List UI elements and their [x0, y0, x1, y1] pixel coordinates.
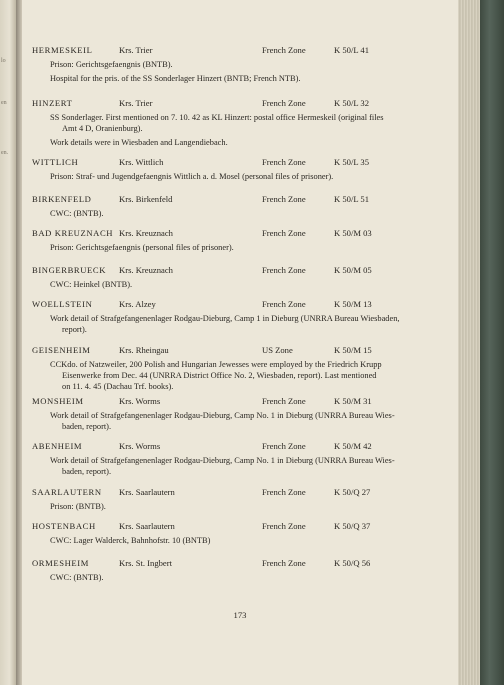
zone: French Zone [262, 45, 306, 55]
district: Krs. Rheingau [119, 345, 169, 355]
location-entry [22, 193, 458, 219]
entry-detail: Prison: (BNTB). [50, 502, 106, 511]
zone: French Zone [262, 396, 306, 406]
entry-detail-continued: baden, report). [62, 422, 112, 431]
map-reference: K 50/Q 27 [334, 487, 371, 497]
place-name: HOSTENBACH [32, 521, 96, 531]
map-reference: K 50/Q 56 [334, 558, 371, 568]
entry-detail: CWC: (BNTB). [50, 573, 104, 582]
entry-detail: CWC: Heinkel (BNTB). [50, 280, 133, 289]
zone: French Zone [262, 157, 306, 167]
map-reference: K 50/L 32 [334, 98, 370, 108]
place-name: GEISENHEIM [32, 345, 91, 355]
zone: French Zone [262, 521, 306, 531]
location-entry [22, 395, 458, 432]
zone: French Zone [262, 299, 306, 309]
map-reference: K 50/L 35 [334, 157, 370, 167]
district: Krs. Kreuznach [119, 265, 173, 275]
map-reference: K 50/M 13 [334, 299, 372, 309]
entry-detail: CCKdo. of Natzweiler, 200 Polish and Hungarian Jewesses were employed by the Friedrich Krupp [50, 360, 382, 369]
district: Krs. Saarlautern [119, 521, 175, 531]
facing-page-fragment: en [1, 100, 7, 106]
entry-detail: CWC: (BNTB). [50, 209, 104, 218]
zone: US Zone [262, 345, 293, 355]
entry-detail: Hospital for the pris. of the SS Sonderlager Hinzert (BNTB; French NTB). [50, 74, 301, 83]
district: Krs. Wittlich [119, 157, 164, 167]
place-name: MONSHEIM [32, 396, 84, 406]
location-entry [22, 44, 458, 84]
entry-detail-continued: on 11. 4. 45 (Dachau Trf. books). [62, 382, 174, 391]
location-entry [22, 298, 458, 335]
entry-detail-continued: baden, report). [62, 467, 112, 476]
location-entry [22, 557, 458, 583]
entry-detail-continued: Eisenwerke from Dec. 44 (UNRRA District Office No. 2, Wiesbaden, report). Last mentioned [62, 371, 377, 380]
book-cover [480, 0, 504, 685]
place-name: BINGERBRUECK [32, 265, 107, 275]
place-name: WITTLICH [32, 157, 79, 167]
map-reference: K 50/M 42 [334, 441, 372, 451]
zone: French Zone [262, 487, 306, 497]
zone: French Zone [262, 558, 306, 568]
location-entry [22, 486, 458, 512]
place-name: HERMESKEIL [32, 45, 93, 55]
place-name: HINZERT [32, 98, 73, 108]
entry-detail: Work detail of Strafgefangenenlager Rodgau-Dieburg, Camp No. 1 in Dieburg (UNRRA Bureau Wies- [50, 411, 395, 420]
location-entry [22, 264, 458, 290]
district: Krs. Kreuznach [119, 228, 173, 238]
place-name: ORMESHEIM [32, 558, 89, 568]
location-entry [22, 227, 458, 253]
entry-detail: Work detail of Strafgefangenenlager Rodgau-Dieburg, Camp No. 1 in Dieburg (UNRRA Bureau Wies- [50, 456, 395, 465]
zone: French Zone [262, 98, 306, 108]
district: Krs. Worms [119, 396, 161, 406]
entry-detail: SS Sonderlager. First mentioned on 7. 10. 42 as KL Hinzert: postal office Hermeskeil (original files [50, 113, 384, 122]
entry-detail-continued: report). [62, 325, 87, 334]
map-reference: K 50/M 03 [334, 228, 372, 238]
page-number: 173 [233, 610, 247, 620]
entry-detail: CWC: Lager Walderck, Bahnhofstr. 10 (BNTB) [50, 536, 211, 545]
entry-detail: Work detail of Strafgefangenenlager Rodgau-Dieburg, Camp 1 in Dieburg (UNRRA Bureau Wiesbaden, [50, 314, 400, 323]
place-name: BIRKENFELD [32, 194, 92, 204]
map-reference: K 50/M 31 [334, 396, 372, 406]
page-block-edge [458, 0, 480, 685]
entry-detail-continued: Amt 4 D, Oranienburg). [62, 124, 143, 133]
map-reference: K 50/M 05 [334, 265, 372, 275]
district: Krs. Worms [119, 441, 161, 451]
book-page [22, 0, 458, 685]
place-name: SAARLAUTERN [32, 487, 102, 497]
zone: French Zone [262, 228, 306, 238]
location-entry [22, 520, 458, 546]
district: Krs. Saarlautern [119, 487, 175, 497]
facing-page-fragment: en. [1, 150, 9, 156]
place-name: WOELLSTEIN [32, 299, 93, 309]
district: Krs. Birkenfeld [119, 194, 173, 204]
facing-page-edge [0, 0, 16, 685]
location-entry [22, 97, 458, 148]
district: Krs. Alzey [119, 299, 156, 309]
map-reference: K 50/Q 37 [334, 521, 371, 531]
location-entry [22, 156, 458, 182]
zone: French Zone [262, 441, 306, 451]
map-reference: K 50/M 15 [334, 345, 372, 355]
location-entry [22, 440, 458, 477]
place-name: BAD KREUZNACH [32, 228, 114, 238]
district: Krs. St. Ingbert [119, 558, 172, 568]
facing-page-fragment: lo [1, 58, 6, 64]
district: Krs. Trier [119, 98, 153, 108]
entry-detail: Prison: Gerichtsgefaengnis (BNTB). [50, 60, 173, 69]
zone: French Zone [262, 265, 306, 275]
map-reference: K 50/L 41 [334, 45, 370, 55]
zone: French Zone [262, 194, 306, 204]
map-reference: K 50/L 51 [334, 194, 370, 204]
place-name: ABENHEIM [32, 441, 83, 451]
district: Krs. Trier [119, 45, 153, 55]
location-entry [22, 344, 458, 392]
entry-detail: Prison: Gerichtsgefaengnis (personal files of prisoner). [50, 243, 234, 252]
entry-detail: Work details were in Wiesbaden and Langendiebach. [50, 138, 228, 147]
entry-detail: Prison: Straf- und Jugendgefaengnis Wittlich a. d. Mosel (personal files of prisoner). [50, 172, 334, 181]
